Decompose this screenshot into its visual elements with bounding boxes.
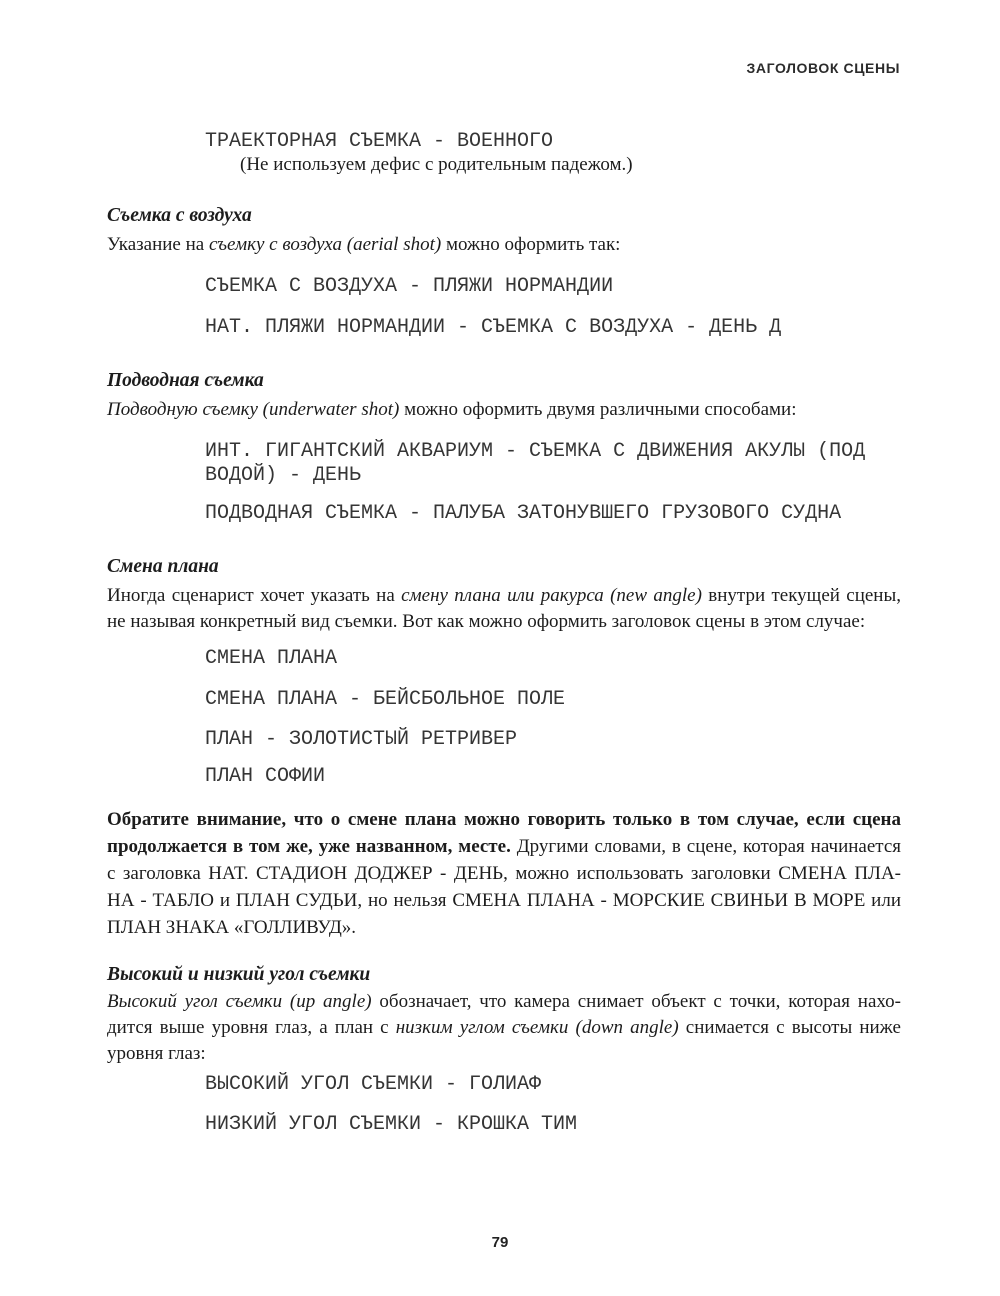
text-run: ПЛАН ЗНАКА «ГОЛЛИВУД».: [107, 917, 357, 938]
text-run: Обратите внимание, что о смене плана можно говорить только в том случае, если сцена: [107, 809, 901, 830]
paragraph-line: [107, 989, 901, 1015]
paragraph-line: [107, 833, 901, 860]
mono-underwater-2: [205, 502, 841, 526]
screenplay-slug-line: НИЗКИЙ УГОЛ СЪЕМКИ - КРОШКА ТИМ: [205, 1113, 578, 1136]
paragraph-line: [107, 887, 901, 914]
paragraph-line: [107, 860, 901, 887]
paragraph-line: [107, 397, 901, 423]
mono-trajectory: [205, 130, 553, 154]
mono-newangle-4: [205, 765, 325, 789]
paragraph-line: [107, 806, 901, 833]
h-newangle: Смена плана: [107, 556, 219, 577]
text-run: низким углом съемки (down angle): [395, 1017, 679, 1038]
mono-angles-2: [205, 1113, 577, 1137]
text-run: можно оформить так:: [441, 234, 621, 255]
screenplay-slug-line: ПОДВОДНАЯ СЪЕМКА - ПАЛУБА ЗАТОНУВШЕГО ГРУЗОВОГО СУДНА: [205, 502, 842, 525]
running-header: ЗАГОЛОВОК СЦЕНЫ: [746, 60, 900, 76]
text-run: смену плана или ракурса (new angle): [401, 585, 702, 606]
h-underwater: Подводная съемка: [107, 370, 264, 391]
text-run: Другими словами, в сцене, которая начинается: [510, 836, 901, 857]
text-run: Указание на: [107, 234, 209, 255]
screenplay-slug-line: СМЕНА ПЛАНА: [205, 647, 338, 670]
p-angles: [107, 989, 901, 1067]
screenplay-slug-line: ИНТ. ГИГАНТСКИЙ АКВАРИУМ - СЪЕМКА С ДВИЖЕНИЯ АКУЛЫ (ПОД: [205, 440, 866, 463]
mono-newangle-1: [205, 647, 337, 671]
text-run: дится выше уровня глаз, а план с: [107, 1017, 396, 1038]
mono-angles-1: [205, 1073, 541, 1097]
text-run: (Не используем дефис с родительным падежом.): [240, 154, 633, 175]
text-run: продолжается в том же, уже названном, месте.: [107, 836, 511, 857]
mono-aerial-1: [205, 275, 613, 299]
paragraph-line: [107, 583, 901, 609]
text-run: обозначает, что камера снимает объект с точки, которая нахо-: [371, 991, 901, 1012]
paragraph-line: [107, 609, 901, 635]
screenplay-slug-line: СМЕНА ПЛАНА - БЕЙСБОЛЬНОЕ ПОЛЕ: [205, 688, 566, 711]
screenplay-slug-line: НАТ. ПЛЯЖИ НОРМАНДИИ - СЪЕМКА С ВОЗДУХА - ДЕНЬ Д: [205, 316, 782, 339]
text-run: уровня глаз:: [107, 1043, 206, 1064]
text-run: снимается с высоты ниже: [678, 1017, 901, 1038]
screenplay-slug-line: ПЛАН - ЗОЛОТИСТЫЙ РЕТРИВЕР: [205, 728, 518, 751]
text-run: не называя конкретный вид съемки. Вот как можно оформить заголовок сцены в этом случае:: [107, 611, 866, 632]
text-run: Подводную съемку (underwater shot): [107, 399, 400, 420]
p-newangle: [107, 583, 901, 635]
mono-newangle-2: [205, 688, 565, 712]
paragraph-line: [107, 1015, 901, 1041]
p-attention: [107, 806, 901, 941]
paragraph-line: [107, 1041, 901, 1067]
text-run: внутри текущей сцены,: [701, 585, 901, 606]
p-aerial: [107, 232, 901, 258]
p-underwater: [107, 397, 901, 423]
text-run: съемку с воздуха (aerial shot): [208, 234, 442, 255]
h-angles: Высокий и низкий угол съемки: [107, 964, 371, 985]
mono-newangle-3: [205, 728, 517, 752]
mono-aerial-2: [205, 316, 781, 340]
text-run: Иногда сценарист хочет указать на: [107, 585, 402, 606]
mono-underwater-1: [205, 440, 865, 488]
screenplay-slug-line: ПЛАН СОФИИ: [205, 765, 326, 788]
text-run: можно оформить двумя различными способами:: [399, 399, 797, 420]
screenplay-slug-line: СЪЕМКА С ВОЗДУХА - ПЛЯЖИ НОРМАНДИИ: [205, 275, 614, 298]
paragraph-line: [107, 914, 901, 941]
text-run: НА - ТАБЛО и ПЛАН СУДЬИ, но нельзя СМЕНА ПЛАНА - МОРСКИЕ СВИНЬИ В МОРЕ или: [107, 890, 901, 911]
screenplay-slug-line: ВОДОЙ) - ДЕНЬ: [205, 464, 362, 487]
note-genitive: [240, 152, 633, 178]
h-aerial: Съемка с воздуха: [107, 205, 252, 226]
paragraph-line: [107, 232, 901, 258]
page-number: 79: [491, 1234, 509, 1251]
screenplay-slug-line: ВЫСОКИЙ УГОЛ СЪЕМКИ - ГОЛИАФ: [205, 1073, 542, 1096]
screenplay-slug-line: ТРАЕКТОРНАЯ СЪЕМКА - ВОЕННОГО: [205, 130, 554, 153]
text-run: с заголовка НАТ. СТАДИОН ДОДЖЕР - ДЕНЬ, можно использовать заголовки СМЕНА ПЛА-: [107, 863, 901, 884]
text-run: Высокий угол съемки (up angle): [107, 991, 372, 1012]
